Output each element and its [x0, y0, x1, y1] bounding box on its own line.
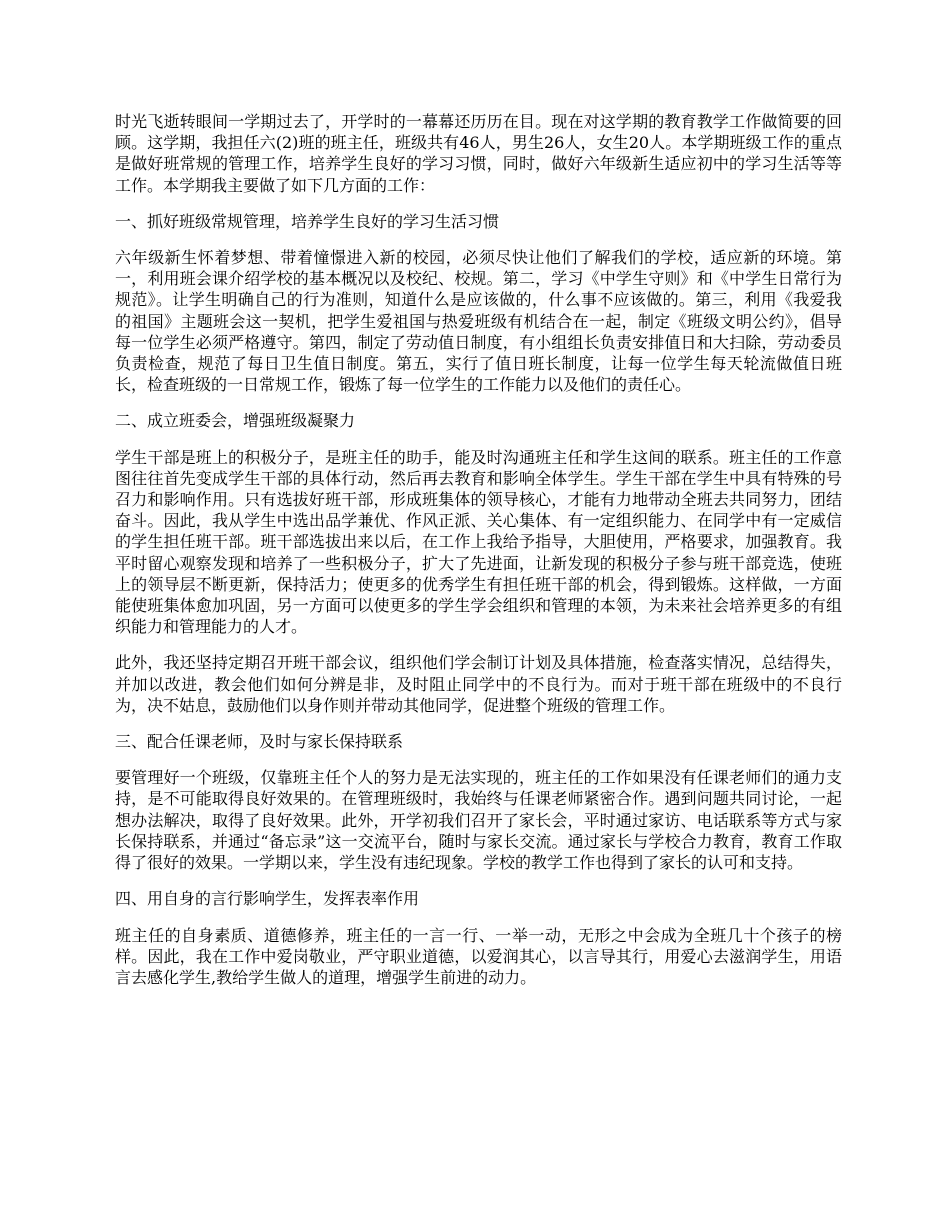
section-2-paragraph-2: 此外，我还坚持定期召开班干部会议，组织他们学会制订计划及具体措施，检查落实情况，总结得失，并加以改进，教会他们如何分辨是非，及时阻止同学中的不良行为。而对于班干部在班级中的不良行为，决不姑息，鼓励他们以身作则并带动其他同学，促进整个班级的管理工作。 — [115, 653, 842, 715]
intro-paragraph: 时光飞逝转眼间一学期过去了，开学时的一幕幕还历历在目。现在对这学期的教育教学工作做简要的回顾。这学期，我担任六(2)班的班主任，班级共有46人，男生26人，女生20人。本学期班级工作的重点是做好班常规的管理工作，培养学生良好的学习习惯，同时，做好六年级新生适应初中的学习生活等等工作。本学期我主要做了如下几方面的工作： — [115, 112, 842, 195]
section-2-paragraph-1: 学生干部是班上的积极分子，是班主任的助手，能及时沟通班主任和学生这间的联系。班主任的工作意图往往首先变成学生干部的具体行动，然后再去教育和影响全体学生。学生干部在学生中具有特殊的号召力和影响作用。只有选拔好班干部，形成班集体的领导核心，才能有力地带动全班去共同努力，团结奋斗。因此，我从学生中选出品学兼优、作风正派、关心集体、有一定组织能力、在同学中有一定威信的学生担任班干部。班干部选拔出来以后，在工作上我给予指导，大胆使用，严格要求，加强教育。我平时留心观察发现和培养了一些积极分子，扩大了先进面，让新发现的积极分子参与班干部竞选，使班上的领导层不断更新，保持活力；使更多的优秀学生有担任班干部的机会，得到锻炼。这样做，一方面能使班集体愈加巩固，另一方面可以使更多的学生学会组织和管理的本领，为未来社会培养更多的有组织能力和管理能力的人才。 — [115, 447, 842, 637]
section-heading-3: 三、配合任课老师，及时与家长保持联系 — [115, 732, 404, 752]
section-heading-4: 四、用自身的言行影响学生，发挥表率作用 — [115, 889, 420, 909]
section-4-paragraph: 班主任的自身素质、道德修养，班主任的一言一行、一举一动，无形之中会成为全班几十个孩子的榜样。因此，我在工作中爱岗敬业，严守职业道德，以爱润其心，以言导其行，用爱心去滋润学生，用语言去感化学生,教给学生做人的道理，增强学生前进的动力。 — [115, 925, 842, 987]
document-page — [115, 111, 842, 1003]
section-3-paragraph: 要管理好一个班级，仅靠班主任个人的努力是无法实现的，班主任的工作如果没有任课老师们的通力支持，是不可能取得良好效果的。在管理班级时，我始终与任课老师紧密合作。遇到问题共同讨论，一起想办法解决，取得了良好效果。此外，开学初我们召开了家长会，平时通过家访、电话联系等方式与家长保持联系，并通过“备忘录”这一交流平台，随时与家长交流。通过家长与学校合力教育，教育工作取得了很好的效果。一学期以来，学生没有违纪现象。学校的教学工作也得到了家长的认可和支持。 — [115, 768, 842, 873]
section-heading-1: 一、抓好班级常规管理，培养学生良好的学习生活习惯 — [115, 211, 500, 231]
section-1-paragraph: 六年级新生怀着梦想、带着憧憬进入新的校园，必须尽快让他们了解我们的学校，适应新的环境。第一，利用班会课介绍学校的基本概况以及校纪、校规。第二，学习《中学生守则》和《中学生日常行为规范》。让学生明确自己的行为准则，知道什么是应该做的，什么事不应该做的。第三，利用《我爱我的祖国》主题班会这一契机，把学生爱祖国与热爱班级有机结合在一起，制定《班级文明公约》，倡导每一位学生必须严格遵守。第四，制定了劳动值日制度，有小组组长负责安排值日和大扫除，劳动委员负责检查，规范了每日卫生值日制度。第五，实行了值日班长制度，让每一位学生每天轮流做值日班长，检查班级的一日常规工作，锻炼了每一位学生的工作能力以及他们的责任心。 — [115, 248, 842, 395]
section-heading-2: 二、成立班委会，增强班级凝聚力 — [115, 411, 356, 431]
